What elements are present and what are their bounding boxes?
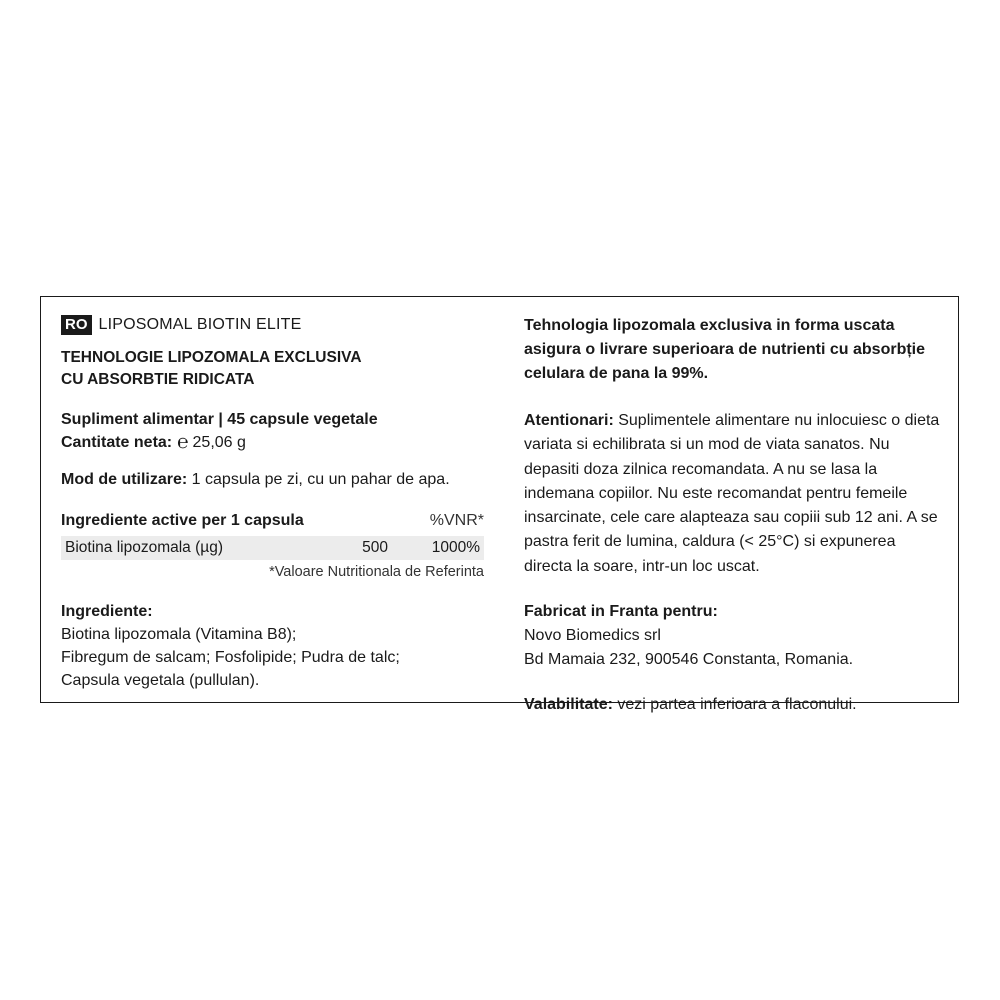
label-right-column xyxy=(524,314,944,716)
product-label xyxy=(40,296,959,714)
ingredients-line xyxy=(61,600,486,646)
ingredients-text: Biotina lipozomala (Vitamina B8); xyxy=(61,626,297,643)
technology-intro xyxy=(524,314,944,386)
language-badge: RO xyxy=(61,315,92,335)
ingredient-amount: 500 xyxy=(362,539,388,556)
usage-text: 1 capsula pe zi, cu un pahar de apa. xyxy=(187,471,450,488)
table-header-vnr: %VNR* xyxy=(429,512,484,529)
warnings-text: Suplimentele alimentare nu inlocuiesc o dieta variata si echilibrata si un mod de viata sanatos. Nu depasiti doza zilnica recomandata. A nu se lasa la indemana copiilor. Nu este recomandat pentru femeile insarcinate, cele care alapteaza sau copiii sub 12 ani. A se pastra ferit de lumina, caldura (< 25°C) si expunerea directa la soare, intr-un loc uscat. xyxy=(524,412,940,575)
product-title-row xyxy=(61,314,486,336)
ingredients-line: Fibregum de salcam; Fosfolipide; Pudra de talc; xyxy=(61,649,400,666)
manufacturer-info xyxy=(524,600,944,672)
tagline-line: TEHNOLOGIE LIPOZOMALA EXCLUSIVA xyxy=(61,349,362,366)
table-row xyxy=(61,536,484,560)
product-spec xyxy=(61,408,486,454)
product-name: LIPOSOMAL BIOTIN ELITE xyxy=(98,316,302,333)
maker-name: Novo Biomedics srl xyxy=(524,627,661,645)
ingredient-vnr: 1000% xyxy=(431,539,480,556)
spec-line xyxy=(61,408,486,431)
estimated-sign-icon: ℮ xyxy=(177,431,189,453)
usage-instructions xyxy=(61,468,486,491)
table-footnote: *Valoare Nutritionala de Referinta xyxy=(269,564,484,580)
maker-address: Bd Mamaia 232, 900546 Constanta, Romania. xyxy=(524,651,854,669)
validity-text: vezi partea inferioara a flaconului. xyxy=(612,696,857,714)
warnings xyxy=(524,409,944,579)
usage-label: Mod de utilizare: xyxy=(61,471,188,488)
ingredient-name: Biotina lipozomala (µg) xyxy=(65,539,223,556)
ingredients-list xyxy=(61,600,486,692)
label-left-column xyxy=(61,314,486,692)
ingredients-label: Ingrediente: xyxy=(61,603,153,620)
warnings-label: Atentionari: xyxy=(524,412,614,429)
net-quantity xyxy=(61,431,486,454)
intro-line: Tehnologia lipozomala exclusiva in forma uscata xyxy=(524,317,895,334)
intro-line: asigura o livrare superioara de nutrienti cu absorbție xyxy=(524,341,926,358)
ingredients-line: Capsula vegetala (pullulan). xyxy=(61,672,260,689)
net-quantity-label: Cantitate neta: xyxy=(61,434,173,451)
supplement-format: Supliment alimentar | 45 capsule vegetale xyxy=(61,411,378,428)
maker-line xyxy=(524,600,944,648)
table-header-title: Ingrediente active per 1 capsula xyxy=(61,512,304,529)
net-quantity-value: 25,06 g xyxy=(192,434,246,451)
maker-label: Fabricat in Franta pentru: xyxy=(524,603,718,621)
intro-line: celulara de pana la 99%. xyxy=(524,365,709,382)
table-header xyxy=(61,510,484,532)
active-ingredients-table xyxy=(61,510,484,582)
tagline-line: CU ABSORBTIE RIDICATA xyxy=(61,371,255,388)
tagline xyxy=(61,347,486,391)
validity-label: Valabilitate: xyxy=(524,696,613,714)
validity-info xyxy=(524,693,944,716)
